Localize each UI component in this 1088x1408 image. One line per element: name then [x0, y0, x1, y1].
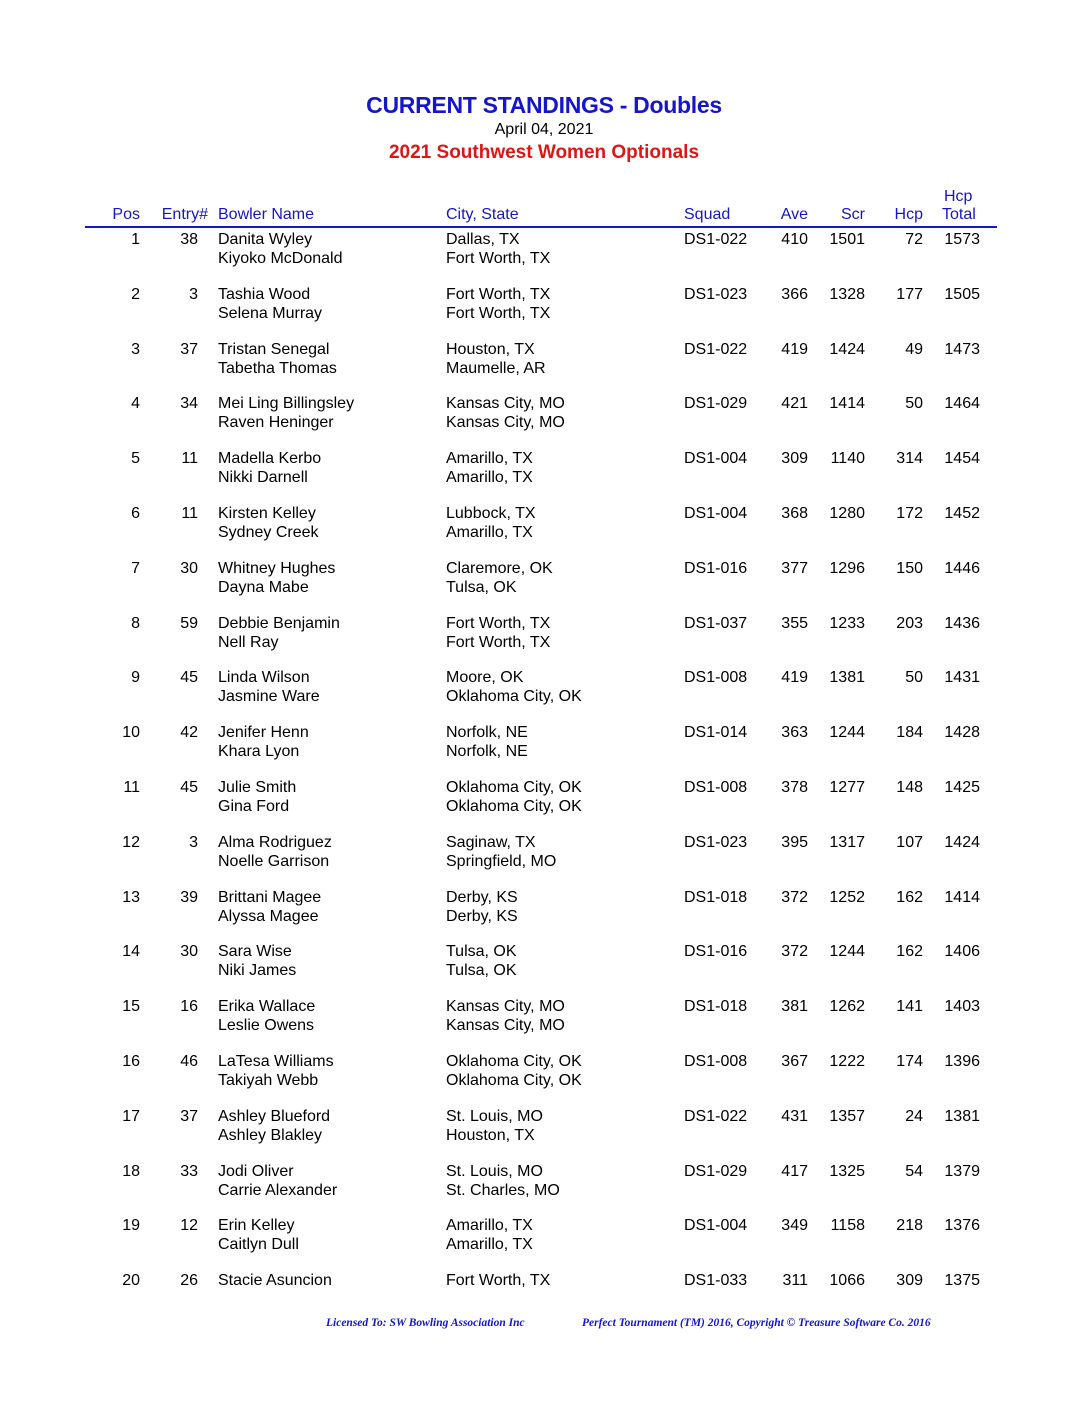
row-bowler-2: Jasmine Ware [218, 688, 320, 706]
row-pos: 3 [131, 340, 140, 358]
row-scr: 1158 [830, 1217, 865, 1235]
row-entry: 12 [180, 1217, 198, 1235]
row-hcp-total: 1414 [944, 888, 980, 906]
row-scr: 1233 [829, 614, 865, 632]
row-pos: 8 [131, 614, 140, 632]
row-hcp: 107 [896, 833, 923, 851]
row-scr: 1357 [829, 1107, 865, 1125]
row-scr: 1277 [829, 779, 865, 796]
row-bowler-1: LaTesa Williams [218, 1053, 334, 1070]
row-squad: DS1-004 [684, 1217, 748, 1235]
table-row [0, 1217, 1088, 1257]
row-entry: 39 [180, 888, 198, 906]
row-hcp: 54 [905, 1162, 923, 1180]
row-squad: DS1-008 [684, 669, 748, 687]
row-hcp: 50 [905, 669, 923, 687]
table-row [0, 724, 1088, 764]
row-entry: 30 [180, 559, 198, 577]
row-hcp: 24 [905, 1107, 923, 1125]
row-scr: 1244 [829, 724, 865, 742]
footer-copyright: Perfect Tournament (TM) 2016, Copyright © Treasure Software Co. 2016 [582, 1317, 931, 1329]
row-pos: 19 [122, 1217, 140, 1235]
row-scr: 1066 [829, 1272, 865, 1290]
row-city-2: Amarillo, TX [446, 1236, 533, 1254]
row-city-2: Tulsa, OK [446, 578, 517, 596]
row-bowler-2: Selena Murray [218, 304, 323, 322]
row-entry: 11 [181, 450, 198, 468]
footer-license: Licensed To: SW Bowling Association Inc [326, 1317, 525, 1329]
row-bowler-1: Madella Kerbo [218, 450, 322, 468]
row-squad: DS1-022 [684, 231, 748, 248]
row-hcp-total: 1379 [944, 1162, 980, 1180]
row-bowler-2: Kiyoko McDonald [218, 250, 343, 267]
row-hcp-total: 1573 [944, 231, 980, 248]
row-pos: 5 [131, 450, 140, 468]
row-city-2: Norfolk, NE [446, 743, 528, 761]
row-hcp-total: 1464 [944, 395, 980, 413]
row-city-1: Amarillo, TX [446, 1217, 533, 1235]
row-scr: 1325 [829, 1162, 865, 1180]
row-ave: 349 [781, 1217, 808, 1235]
row-bowler-2: Dayna Mabe [218, 578, 309, 596]
row-hcp-total: 1436 [944, 614, 980, 632]
row-hcp: 162 [896, 943, 923, 961]
row-city-1: Amarillo, TX [446, 450, 533, 468]
row-city-2: Amarillo, TX [446, 524, 533, 541]
row-pos: 10 [122, 724, 140, 742]
row-city-2: Tulsa, OK [446, 962, 517, 980]
row-pos: 11 [123, 779, 140, 796]
row-bowler-2: Khara Lyon [218, 743, 300, 761]
table-row [0, 779, 1088, 819]
row-bowler-2: Alyssa Magee [218, 907, 319, 925]
row-squad: DS1-037 [684, 614, 748, 632]
row-hcp: 50 [905, 395, 923, 413]
header-bowler-name: Bowler Name [218, 206, 315, 223]
row-scr: 1414 [829, 395, 865, 413]
row-hcp: 184 [896, 724, 923, 742]
row-ave: 368 [781, 505, 808, 522]
row-city-2: Derby, KS [446, 907, 518, 925]
row-ave: 381 [781, 998, 808, 1016]
row-bowler-1: Julie Smith [218, 779, 297, 796]
row-city-1: Moore, OK [446, 669, 524, 687]
row-entry: 46 [180, 1053, 198, 1070]
row-hcp-total: 1381 [944, 1107, 980, 1125]
row-city-1: Claremore, OK [446, 559, 553, 577]
row-squad: DS1-029 [684, 395, 748, 413]
row-pos: 6 [131, 505, 140, 522]
row-hcp: 148 [896, 779, 923, 796]
row-hcp: 72 [905, 231, 923, 248]
row-entry: 45 [180, 669, 198, 687]
row-entry: 37 [180, 1107, 198, 1125]
table-row [0, 943, 1088, 983]
header-hcp-total-line2: Total [942, 206, 976, 223]
row-squad: DS1-008 [684, 1053, 748, 1070]
row-bowler-1: Danita Wyley [218, 231, 313, 248]
row-hcp: 314 [896, 450, 923, 468]
row-entry: 11 [181, 505, 198, 522]
row-city-1: Norfolk, NE [446, 724, 528, 742]
row-pos: 20 [122, 1272, 140, 1290]
row-hcp: 218 [896, 1217, 923, 1235]
table-row [0, 889, 1088, 929]
row-hcp: 49 [905, 340, 923, 358]
row-ave: 395 [781, 833, 808, 851]
row-city-1: Derby, KS [446, 888, 518, 906]
row-entry: 45 [180, 779, 198, 796]
row-city-2: Fort Worth, TX [446, 304, 551, 322]
row-entry: 59 [180, 614, 198, 632]
row-hcp: 177 [896, 285, 923, 303]
row-bowler-2: Noelle Garrison [218, 852, 330, 870]
row-squad: DS1-023 [684, 833, 748, 851]
table-row [0, 998, 1088, 1038]
row-city-2: Amarillo, TX [446, 469, 533, 487]
row-ave: 431 [781, 1107, 808, 1125]
table-row [0, 1163, 1088, 1203]
row-pos: 12 [122, 833, 140, 851]
row-hcp-total: 1431 [944, 669, 980, 687]
row-pos: 4 [131, 395, 140, 413]
row-city-1: St. Louis, MO [446, 1107, 543, 1125]
row-entry: 26 [180, 1272, 198, 1290]
row-ave: 372 [781, 888, 808, 906]
row-hcp-total: 1375 [944, 1272, 980, 1290]
row-bowler-1: Erika Wallace [218, 998, 316, 1016]
row-bowler-1: Ashley Blueford [218, 1107, 331, 1125]
row-hcp-total: 1505 [944, 285, 980, 303]
row-bowler-1: Whitney Hughes [218, 559, 336, 577]
row-city-2: Oklahoma City, OK [446, 798, 582, 815]
row-city-1: Oklahoma City, OK [446, 1053, 582, 1070]
row-scr: 1222 [829, 1053, 865, 1070]
report-date: April 04, 2021 [494, 121, 594, 138]
table-row [0, 286, 1088, 326]
header-hcp-total-line1: Hcp [944, 188, 973, 205]
row-entry: 33 [180, 1162, 198, 1180]
row-hcp-total: 1424 [944, 833, 980, 851]
row-hcp: 174 [896, 1053, 923, 1070]
row-city-1: Fort Worth, TX [446, 285, 551, 303]
table-row [0, 669, 1088, 709]
row-bowler-1: Debbie Benjamin [218, 614, 340, 632]
row-bowler-1: Brittani Magee [218, 888, 322, 906]
row-squad: DS1-014 [684, 724, 748, 742]
row-city-1: Kansas City, MO [446, 395, 565, 413]
row-hcp-total: 1452 [944, 505, 980, 522]
row-pos: 13 [122, 888, 140, 906]
row-ave: 378 [781, 779, 808, 796]
row-bowler-1: Sara Wise [218, 943, 292, 961]
row-scr: 1280 [829, 505, 865, 522]
row-scr: 1252 [829, 888, 865, 906]
table-row [0, 834, 1088, 874]
row-bowler-1: Tashia Wood [218, 285, 311, 303]
row-pos: 17 [122, 1107, 140, 1125]
row-entry: 34 [180, 395, 198, 413]
header-divider [85, 226, 997, 228]
table-row [0, 450, 1088, 490]
row-ave: 377 [781, 559, 808, 577]
table-row [0, 395, 1088, 435]
row-scr: 1262 [829, 998, 865, 1016]
row-city-1: Fort Worth, TX [446, 614, 551, 632]
row-bowler-2: Leslie Owens [218, 1017, 315, 1035]
row-city-1: Dallas, TX [446, 231, 520, 248]
row-squad: DS1-022 [684, 1107, 748, 1125]
table-row [0, 1272, 1088, 1312]
table-row [0, 505, 1088, 545]
row-bowler-1: Stacie Asuncion [218, 1272, 332, 1290]
row-bowler-1: Linda Wilson [218, 669, 310, 687]
row-bowler-1: Alma Rodriguez [218, 833, 332, 851]
row-ave: 419 [781, 669, 808, 687]
row-entry: 37 [180, 340, 198, 358]
event-name: 2021 Southwest Women Optionals [388, 142, 700, 163]
row-pos: 1 [131, 231, 140, 248]
row-ave: 311 [782, 1272, 808, 1290]
row-city-2: Fort Worth, TX [446, 633, 551, 651]
row-city-1: Oklahoma City, OK [446, 779, 582, 796]
row-scr: 1140 [830, 450, 865, 468]
row-pos: 9 [131, 669, 140, 687]
row-hcp: 309 [896, 1272, 923, 1290]
row-hcp: 203 [896, 614, 923, 632]
row-squad: DS1-004 [684, 505, 748, 522]
row-bowler-2: Gina Ford [218, 798, 290, 815]
row-bowler-1: Jenifer Henn [218, 724, 309, 742]
row-bowler-1: Tristan Senegal [218, 340, 330, 358]
row-bowler-2: Raven Heninger [218, 414, 334, 432]
row-squad: DS1-008 [684, 779, 748, 796]
row-bowler-2: Nell Ray [218, 633, 279, 651]
row-entry: 16 [180, 998, 198, 1016]
row-hcp-total: 1425 [944, 779, 980, 796]
row-bowler-2: Tabetha Thomas [218, 359, 337, 377]
row-city-1: Lubbock, TX [446, 505, 536, 522]
row-city-2: Oklahoma City, OK [446, 688, 582, 706]
row-hcp-total: 1473 [944, 340, 980, 358]
row-squad: DS1-033 [684, 1272, 748, 1290]
row-ave: 417 [781, 1162, 808, 1180]
row-bowler-1: Jodi Oliver [218, 1162, 294, 1180]
row-ave: 355 [781, 614, 808, 632]
row-city-1: Fort Worth, TX [446, 1272, 551, 1290]
row-city-2: Springfield, MO [446, 852, 557, 870]
header-hcp: Hcp [894, 206, 923, 223]
row-city-1: Houston, TX [446, 340, 535, 358]
row-ave: 309 [781, 450, 808, 468]
row-ave: 410 [781, 231, 808, 248]
row-bowler-2: Sydney Creek [218, 524, 319, 541]
row-ave: 367 [781, 1053, 808, 1070]
row-entry: 38 [180, 231, 198, 248]
row-squad: DS1-018 [684, 888, 748, 906]
row-squad: DS1-023 [684, 285, 748, 303]
row-scr: 1317 [829, 833, 865, 851]
row-squad: DS1-004 [684, 450, 748, 468]
row-city-2: Oklahoma City, OK [446, 1072, 582, 1089]
row-bowler-1: Kirsten Kelley [218, 505, 316, 522]
row-bowler-2: Carrie Alexander [218, 1181, 338, 1199]
table-row [0, 1053, 1088, 1093]
row-scr: 1424 [829, 340, 865, 358]
row-city-2: Fort Worth, TX [446, 250, 551, 267]
header-city-state: City, State [446, 206, 519, 223]
row-hcp-total: 1403 [944, 998, 980, 1016]
row-pos: 18 [122, 1162, 140, 1180]
table-row [0, 615, 1088, 655]
row-hcp: 162 [896, 888, 923, 906]
header-scr: Scr [841, 206, 865, 223]
row-hcp-total: 1446 [944, 559, 980, 577]
row-bowler-1: Erin Kelley [218, 1217, 295, 1235]
row-bowler-2: Takiyah Webb [218, 1072, 319, 1089]
header-entry: Entry# [161, 206, 208, 223]
row-hcp: 172 [896, 505, 923, 522]
row-pos: 7 [131, 559, 140, 577]
row-hcp-total: 1406 [944, 943, 980, 961]
row-hcp-total: 1376 [944, 1217, 980, 1235]
row-squad: DS1-016 [684, 943, 748, 961]
row-entry: 3 [189, 285, 198, 303]
row-squad: DS1-018 [684, 998, 748, 1016]
row-city-1: Saginaw, TX [446, 833, 536, 851]
row-hcp-total: 1454 [944, 450, 980, 468]
table-row [0, 231, 1088, 271]
page-title: CURRENT STANDINGS - Doubles [366, 92, 722, 118]
row-scr: 1296 [829, 559, 865, 577]
row-city-1: St. Louis, MO [446, 1162, 543, 1180]
row-city-2: Kansas City, MO [446, 1017, 565, 1035]
row-hcp-total: 1428 [944, 724, 980, 742]
header-pos: Pos [112, 206, 140, 223]
row-city-1: Tulsa, OK [446, 943, 517, 961]
header-squad: Squad [684, 206, 731, 223]
row-squad: DS1-022 [684, 340, 748, 358]
table-row [0, 1108, 1088, 1148]
row-pos: 2 [131, 285, 140, 303]
row-scr: 1244 [829, 943, 865, 961]
row-squad: DS1-016 [684, 559, 748, 577]
row-city-2: Maumelle, AR [446, 359, 546, 377]
row-bowler-2: Niki James [218, 962, 297, 980]
row-scr: 1328 [829, 285, 865, 303]
row-scr: 1501 [829, 231, 865, 248]
row-hcp: 141 [896, 998, 923, 1016]
header-ave: Ave [780, 206, 808, 223]
row-ave: 372 [781, 943, 808, 961]
row-hcp: 150 [896, 559, 923, 577]
table-row [0, 560, 1088, 600]
row-bowler-2: Caitlyn Dull [218, 1236, 299, 1254]
row-entry: 30 [180, 943, 198, 961]
row-squad: DS1-029 [684, 1162, 748, 1180]
row-city-2: St. Charles, MO [446, 1181, 560, 1199]
row-hcp-total: 1396 [944, 1053, 980, 1070]
row-bowler-1: Mei Ling Billingsley [218, 395, 355, 413]
row-pos: 14 [122, 943, 140, 961]
row-city-1: Kansas City, MO [446, 998, 565, 1016]
row-entry: 3 [189, 833, 198, 851]
row-ave: 363 [781, 724, 808, 742]
row-pos: 15 [122, 998, 140, 1016]
row-bowler-2: Ashley Blakley [218, 1126, 323, 1144]
row-entry: 42 [180, 724, 198, 742]
row-ave: 421 [781, 395, 808, 413]
row-pos: 16 [122, 1053, 140, 1070]
row-ave: 366 [781, 285, 808, 303]
row-city-2: Houston, TX [446, 1126, 535, 1144]
row-bowler-2: Nikki Darnell [218, 469, 308, 487]
row-scr: 1381 [829, 669, 865, 687]
row-ave: 419 [781, 340, 808, 358]
table-row [0, 341, 1088, 381]
row-city-2: Kansas City, MO [446, 414, 565, 432]
